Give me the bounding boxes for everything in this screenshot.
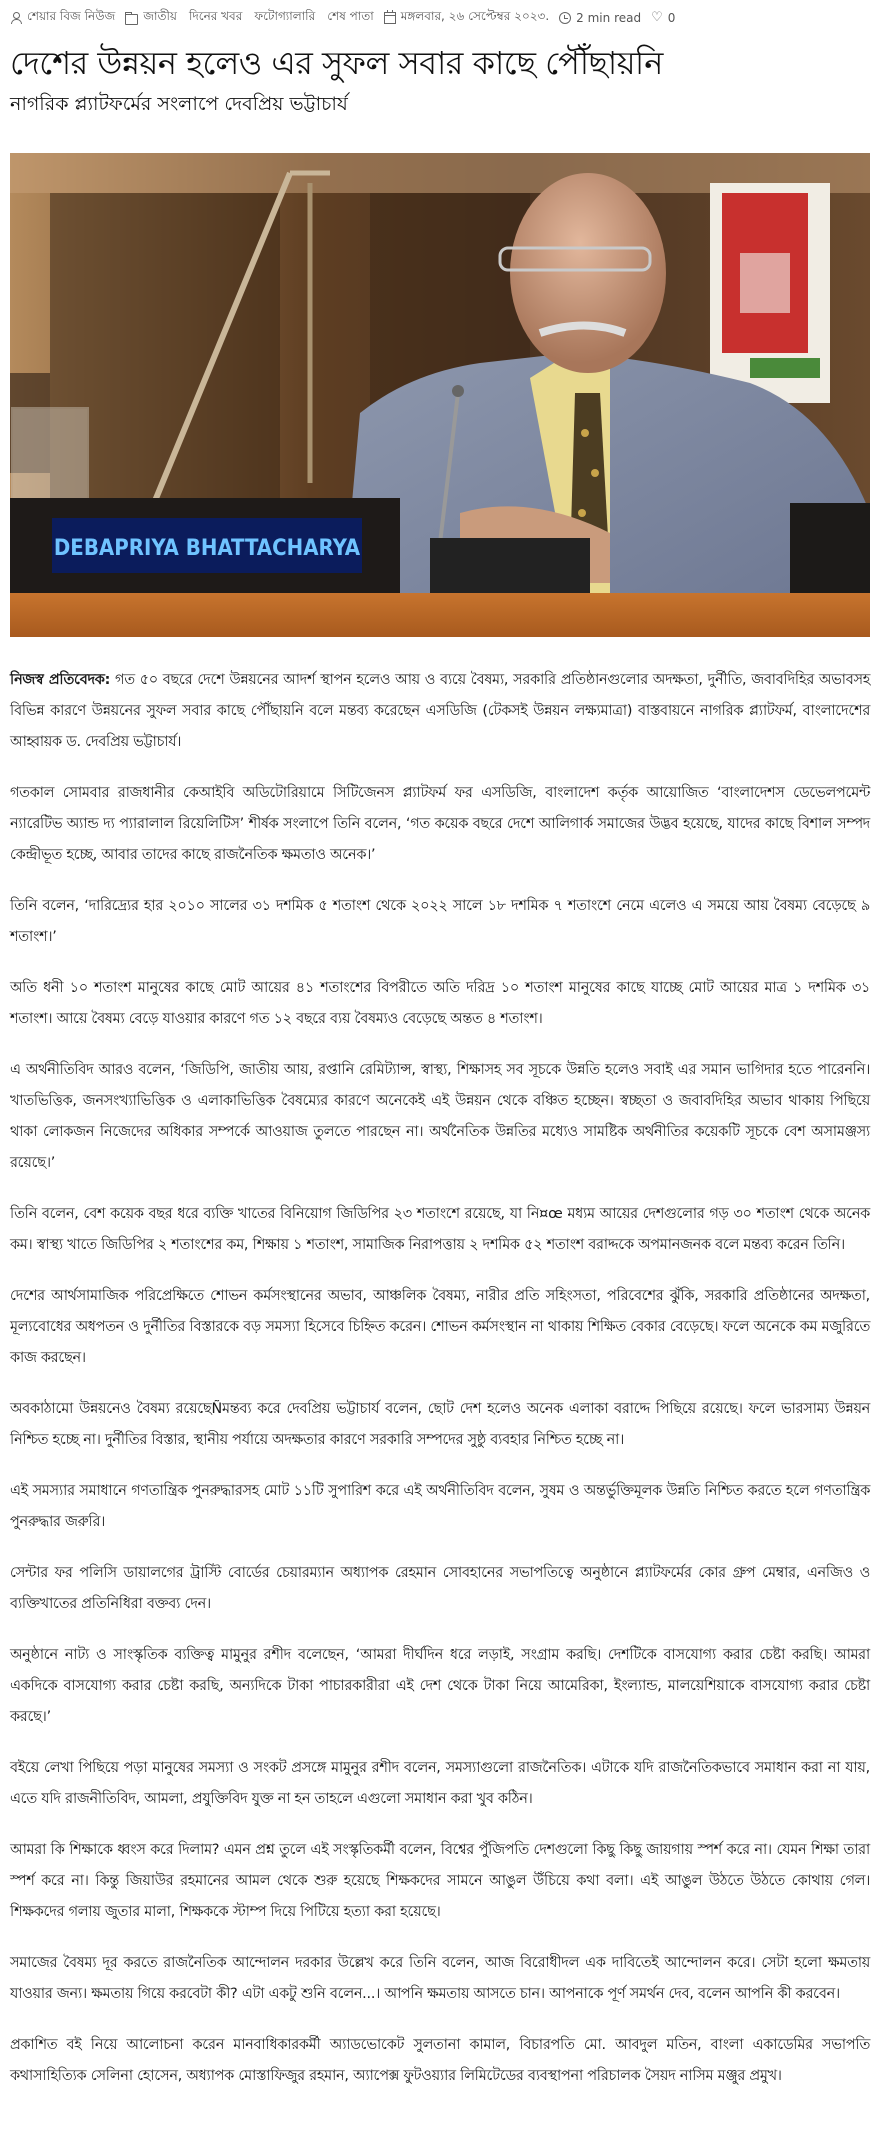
like-meta[interactable] (651, 11, 675, 25)
like-count: 0 (667, 11, 676, 25)
category-link-last-page[interactable]: শেষ পাতা (327, 9, 374, 23)
read-time: 2 min read (576, 11, 642, 25)
paragraph: অনুষ্ঠানে নাট্য ও সাংস্কৃতিক ব্যক্তিত্ব মামুনুর রশীদ বলেছেন, ‘আমরা দীর্ঘদিন ধরে লড়াই, সংগ্রাম করছি। দেশটিকে বাসযোগ্য করার চেষ্টা করছি। আমরা একদিকে বাসযোগ্য করার চেষ্টা করছি, অন্যদিকে টাকা পাচারকারীরা এই দেশ থেকে টাকা নিয়ে আমেরিকা, ইংল্যান্ড, মালয়েশিয়াকে বাসযোগ্য করার চেষ্টা করছে।’ (10, 1647, 870, 1725)
paragraph: গতকাল সোমবার রাজধানীর কেআইবি অডিটোরিয়ামে সিটিজেনস প্ল্যাটফর্ম ফর এসডিজি, বাংলাদেশ কর্তৃক আয়োজিত ‘বাংলাদেশস ডেভেলপমেন্ট ন্যারেটিভ অ্যান্ড দ্য প্যারালাল রিয়েলিটিস’ শীর্ষক সংলাপে তিনি বলেন, ‘গত কয়েক বছরে দেশে আলিগার্ক সমাজের উদ্ভব হয়েছে, যাদের কাছে বিশাল সম্পদ কেন্দ্রীভূত হচ্ছে, আবার তাদের কাছে রাজনৈতিক ক্ষমতাও অনেক।’ (10, 785, 870, 863)
post-meta (10, 8, 872, 28)
folder-icon (125, 14, 138, 25)
read-time-meta (559, 11, 641, 25)
category-link-photo-gallery[interactable]: ফটোগ্যালারি (254, 9, 316, 23)
nameplate-text: DEBAPRIYA BHATTACHARYA (53, 536, 361, 561)
featured-image (10, 153, 870, 637)
featured-photo (10, 153, 870, 637)
paragraph: এ অর্থনীতিবিদ আরও বলেন, ‘জিডিপি, জাতীয় আয়, রপ্তানি রেমিট্যান্স, স্বাস্থ্য, শিক্ষাসহ সব সূচকে উন্নতি হলেও সবাই এর সমান ভাগিদার হতে পারেননি। খাতভিত্তিক, জনসংখ্যাভিত্তিক ও এলাকাভিত্তিক বৈষম্যের কারণে অনেকেই এই উন্নয়ন থেকে বঞ্চিত হচ্ছেন। স্বচ্ছতা ও জবাবদিহির অভাব থাকায় পিছিয়ে থাকা লোকজন নিজেদের অধিকার সম্পর্কে আওয়াজ তুলতে পারছেন না। অর্থনৈতিক উন্নতির মধ্যেও সামষ্টিক অর্থনীতির কয়েকটি সূচকে বেশ অসামঞ্জস্য রয়েছে।’ (10, 1062, 870, 1171)
paragraph: অতি ধনী ১০ শতাংশ মানুষের কাছে মোট আয়ের ৪১ শতাংশের বিপরীতে অতি দরিদ্র ১০ শতাংশ মানুষের কাছে যাচ্ছে মোট আয়ের মাত্র ১ দশমিক ৩১ শতাংশ। আয়ে বৈষম্য বেড়ে যাওয়ার কারণে গত ১২ বছরে ব্যয় বৈষম্যও বেড়েছে অন্তত ৪ শতাংশ। (10, 980, 870, 1027)
paragraph: দেশের আর্থসামাজিক পরিপ্রেক্ষিতে শোভন কর্মসংস্থানের অভাব, আঞ্চলিক বৈষম্য, নারীর প্রতি সহিংসতা, পরিবেশের ঝুঁকি, সরকারি প্রতিষ্ঠানের অদক্ষতা, মূল্যবোধের অধপতন ও দুর্নীতির বিস্তারকে বড় সমস্যা হিসেবে চিহ্নিত করেন। শোভন কর্মসংস্থান না থাকায় শিক্ষিত বেকার বেড়েছে। ফলে অনেকে কম মজুরিতে কাজ করছেন। (10, 1288, 870, 1366)
category-link-national[interactable]: জাতীয় (143, 9, 178, 23)
paragraph: তিনি বলেন, বেশ কয়েক বছর ধরে ব্যক্তি খাতের বিনিয়োগ জিডিপির ২৩ শতাংশে রয়েছে, যা নি¤œ মধ্যম আয়ের দেশগুলোর গড় ৩০ শতাংশ থেকে অনেক কম। স্বাস্থ্য খাতে জিডিপির ২ শতাংশের কম, শিক্ষায় ১ শতাংশ, সামাজিক নিরাপত্তায় ২ দশমিক ৫২ শতাংশ বরাদ্দকে অপমানজনক বলে মন্তব্য করেন তিনি। (10, 1206, 870, 1253)
paragraph: আমরা কি শিক্ষাকে ধ্বংস করে দিলাম? এমন প্রশ্ন তুলে এই সংস্কৃতিকর্মী বলেন, বিশ্বের পুঁজিপতি দেশগুলো কিছু কিছু জায়গায় স্পর্শ করে না। যেমন শিক্ষা তারা স্পর্শ করে না। কিন্তু জিয়াউর রহমানের আমল থেকে শুরু হয়েছে শিক্ষকদের সামনে আঙুল উঁচিয়ে কথা বলা। এই আঙুল উঠতে উঠতে কোথায় গেল। শিক্ষকদের গলায় জুতার মালা, শিক্ষককে স্টাম্প দিয়ে পিটিয়ে হত্যা করা হয়েছে। (10, 1842, 870, 1920)
paragraph: সমাজের বৈষম্য দূর করতে রাজনৈতিক আন্দোলন দরকার উল্লেখ করে তিনি বলেন, আজ বিরোধীদল এক দাবিতেই আন্দোলন করে। সেটা হলো ক্ষমতায় যাওয়ার জন্য। ক্ষমতায় গিয়ে করবেটা কী? এটা একটু শুনি বলেন...। আপনি ক্ষমতায় আসতে চান। আপনাকে পূর্ণ সমর্থন দেব, বলেন আপনি কী করবেন। (10, 1955, 870, 2002)
date-meta (384, 8, 549, 28)
clock-icon (559, 12, 571, 24)
heart-icon[interactable]: ♡ (651, 10, 663, 25)
paragraph: অবকাঠামো উন্নয়নেও বৈষম্য রয়েছেÑমন্তব্য করে দেবপ্রিয় ভট্টাচার্য বলেন, ছোট দেশ হলেও অনেক এলাকা বরাদ্দে পিছিয়ে রয়েছে। ফলে ভারসাম্য উন্নয়ন নিশ্চিত হচ্ছে না। দুর্নীতির বিস্তার, স্থানীয় পর্যায়ে অদক্ষতার কারণে সরকারি সম্পদের সুষ্ঠু ব্যবহার নিশ্চিত হচ্ছে না। (10, 1401, 870, 1448)
paragraph: বইয়ে লেখা পিছিয়ে পড়া মানুষের সমস্যা ও সংকট প্রসঙ্গে মামুনুর রশীদ বলেন, সমস্যাগুলো রাজনৈতিক। এটাকে যদি রাজনৈতিকভাবে সমাধান করা না যায়, এতে যদি রাজনীতিবিদ, আমলা, প্রযুক্তিবিদ যুক্ত না হন তাহলে এগুলো সমাধান করা খুব কঠিন। (10, 1760, 870, 1807)
byline: নিজস্ব প্রতিবেদক: (10, 672, 111, 688)
paragraph: তিনি বলেন, ‘দারিদ্র্যের হার ২০১০ সালের ৩১ দশমিক ৫ শতাংশ থেকে ২০২২ সালে ১৮ দশমিক ৭ শতাংশে নেমে এলেও এ সময়ে আয় বৈষম্য বেড়েছে ৯ শতাংশ।’ (10, 898, 870, 945)
publish-date: মঙ্গলবার, ২৬ সেপ্টেম্বর ২০২৩. (400, 9, 550, 23)
paragraph-lead (10, 665, 870, 758)
paragraph-text: গত ৫০ বছরে দেশে উন্নয়নের আদর্শ স্থাপন হলেও আয় ও ব্যয়ে বৈষম্য, সরকারি প্রতিষ্ঠানগুলোর অদক্ষতা, দুর্নীতি, জবাবদিহির অভাবসহ বিভিন্ন কারণে উন্নয়নের সুফল সবার কাছে পৌঁছায়নি বলে মন্তব্য করেছেন এসডিজি (টেকসই উন্নয়ন লক্ষ্যমাত্রা) বাস্তবায়নে নাগরিক প্ল্যাটফর্ম, বাংলাদেশের আহ্বায়ক ড. দেবপ্রিয় ভট্টাচার্য। (10, 672, 871, 750)
calendar-icon (384, 12, 396, 24)
paragraph: সেন্টার ফর পলিসি ডায়ালগের ট্রাস্টি বোর্ডের চেয়ারম্যান অধ্যাপক রেহমান সোবহানের সভাপতিত্বে অনুষ্ঠানে প্ল্যাটফর্মের কোর গ্রুপ মেম্বার, এনজিও ও ব্যক্তিখাতের প্রতিনিধিরা বক্তব্য দেন। (10, 1565, 870, 1612)
category-link-daily-news[interactable]: দিনের খবর (189, 9, 243, 23)
author-link[interactable]: শেয়ার বিজ নিউজ (27, 9, 116, 23)
article-body (10, 665, 870, 2112)
category-meta (125, 8, 373, 28)
author-meta[interactable] (10, 8, 115, 28)
article-title: দেশের উন্নয়ন হলেও এর সুফল সবার কাছে পৌঁছায়নি (10, 44, 663, 82)
paragraph: প্রকাশিত বই নিয়ে আলোচনা করেন মানবাধিকারকর্মী অ্যাডভোকেট সুলতানা কামাল, বিচারপতি মো. আবদুল মতিন, বাংলা একাডেমির সভাপতি কথাসাহিত্যিক সেলিনা হোসেন, অধ্যাপক মোস্তাফিজুর রহমান, অ্যাপেক্স ফুটওয়্যার লিমিটেডের ব্যবস্থাপনা পরিচালক সৈয়দ নাসিম মঞ্জুর প্রমুখ। (10, 2037, 870, 2084)
paragraph: এই সমস্যার সমাধানে গণতান্ত্রিক পুনরুদ্ধারসহ মোট ১১টি সুপারিশ করে এই অর্থনীতিবিদ বলেন, সুষম ও অন্তর্ভুক্তিমূলক উন্নতি নিশ্চিত করতে হলে গণতান্ত্রিক পুনরুদ্ধার জরুরি। (10, 1483, 870, 1530)
article-subtitle: নাগরিক প্ল্যাটফর্মের সংলাপে দেবপ্রিয় ভট্টাচার্য (10, 93, 348, 115)
user-icon (10, 12, 22, 24)
